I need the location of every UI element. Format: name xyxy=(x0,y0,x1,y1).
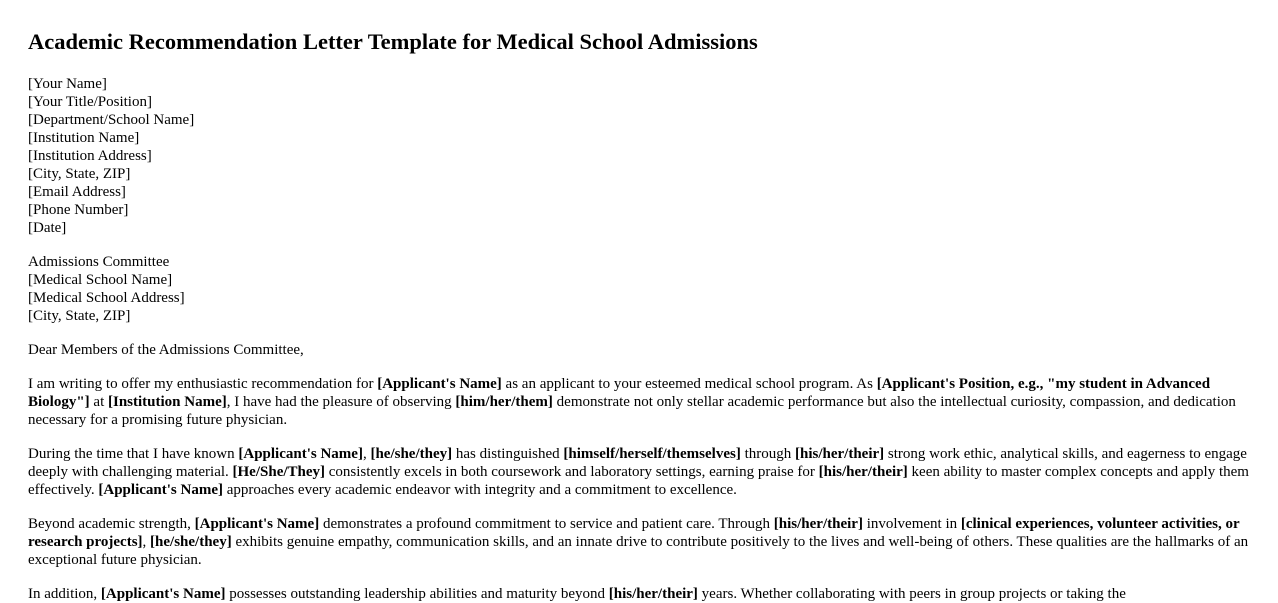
placeholder-field: [him/her/them] xyxy=(455,394,553,410)
recipient-line: [Medical School Address] xyxy=(28,290,185,306)
placeholder-field: [Applicant's Name] xyxy=(100,586,226,602)
sender-line: [Date] xyxy=(28,220,67,236)
sender-line: [Department/School Name] xyxy=(28,112,195,128)
paragraph-text: approaches every academic endeavor with integrity and a commitment to excellence. xyxy=(222,482,737,498)
paragraph-text: as an applicant to your esteemed medical school program. As xyxy=(501,376,877,392)
recipient-line: Admissions Committee xyxy=(28,254,170,270)
paragraph-text: years. Whether collaborating with peers in group projects or taking the xyxy=(697,586,1126,602)
sender-line: [Your Title/Position] xyxy=(28,94,152,110)
paragraph-text: I am writing to offer my enthusiastic recommendation for xyxy=(28,376,378,392)
sender-line: [City, State, ZIP] xyxy=(28,166,131,182)
placeholder-field: [Applicant's Name] xyxy=(98,482,223,498)
paragraph-text: involvement in xyxy=(862,516,961,532)
paragraph-text: at xyxy=(89,394,108,410)
placeholder-field: [He/She/They] xyxy=(232,464,326,480)
placeholder-field: [himself/herself/themselves] xyxy=(563,446,741,462)
paragraph-text: strong work ethic, analytical skills, and eagerness to engage deeply with challenging material. xyxy=(28,446,1247,480)
page-title: Academic Recommendation Letter Template for Medical School Admissions xyxy=(28,29,758,54)
letter-body xyxy=(28,375,1250,603)
paragraph-text: demonstrates a profound commitment to service and patient care. Through xyxy=(319,516,774,532)
placeholder-field: [his/her/their] xyxy=(818,464,908,480)
letter-page xyxy=(28,0,1250,603)
body-paragraph xyxy=(28,585,1250,603)
placeholder-field: [he/she/they] xyxy=(150,534,232,550)
placeholder-field: [clinical experiences, volunteer activities, or research projects] xyxy=(28,516,1240,550)
body-paragraph xyxy=(28,375,1250,429)
sender-line: [Email Address] xyxy=(28,184,126,200)
sender-line: [Institution Name] xyxy=(28,130,140,146)
paragraph-text: has distinguished xyxy=(452,446,564,462)
paragraph-text: keen ability to master complex concepts and apply them effectively. xyxy=(28,464,1249,498)
body-paragraph xyxy=(28,515,1250,569)
sender-address-block xyxy=(28,75,1250,237)
placeholder-field: [his/her/their] xyxy=(795,446,885,462)
body-paragraph xyxy=(28,445,1250,499)
paragraph-text: In addition, xyxy=(28,586,101,602)
placeholder-field: [Applicant's Name] xyxy=(238,446,363,462)
recipient-address-block xyxy=(28,253,1250,325)
paragraph-text: , xyxy=(362,446,371,462)
sender-line: [Institution Address] xyxy=(28,148,152,164)
placeholder-field: [Applicant's Name] xyxy=(194,516,320,532)
recipient-line: [City, State, ZIP] xyxy=(28,308,131,324)
paragraph-text: During the time that I have known xyxy=(28,446,239,462)
paragraph-text: exhibits genuine empathy, communication skills, and an innate drive to contribute positively to the lives and well-being of others. These qualities are the hallmarks of an exceptional future physician. xyxy=(28,534,1249,568)
salutation: Dear Members of the Admissions Committee, xyxy=(28,342,304,358)
paragraph-text: through xyxy=(740,446,795,462)
placeholder-field: [he/she/they] xyxy=(370,446,453,462)
paragraph-text: , I have had the pleasure of observing xyxy=(226,394,456,410)
paragraph-text: consistently excels in both coursework and laboratory settings, earning praise for xyxy=(325,464,819,480)
placeholder-field: [his/her/their] xyxy=(773,516,863,532)
placeholder-field: [his/her/their] xyxy=(608,586,698,602)
sender-line: [Phone Number] xyxy=(28,202,129,218)
placeholder-field: [Institution Name] xyxy=(108,394,227,410)
placeholder-field: [Applicant's Name] xyxy=(377,376,502,392)
paragraph-text: Beyond academic strength, xyxy=(28,516,195,532)
recipient-line: [Medical School Name] xyxy=(28,272,173,288)
paragraph-text: demonstrate not only stellar academic performance but also the intellectual curiosity, compassion, and dedication necessary for a promising future physician. xyxy=(28,394,1236,428)
paragraph-text: possesses outstanding leadership abilities and maturity beyond xyxy=(225,586,609,602)
sender-line: [Your Name] xyxy=(28,76,107,92)
placeholder-field: [Applicant's Position, e.g., "my student in Advanced Biology"] xyxy=(28,376,1211,410)
paragraph-text: , xyxy=(142,534,151,550)
